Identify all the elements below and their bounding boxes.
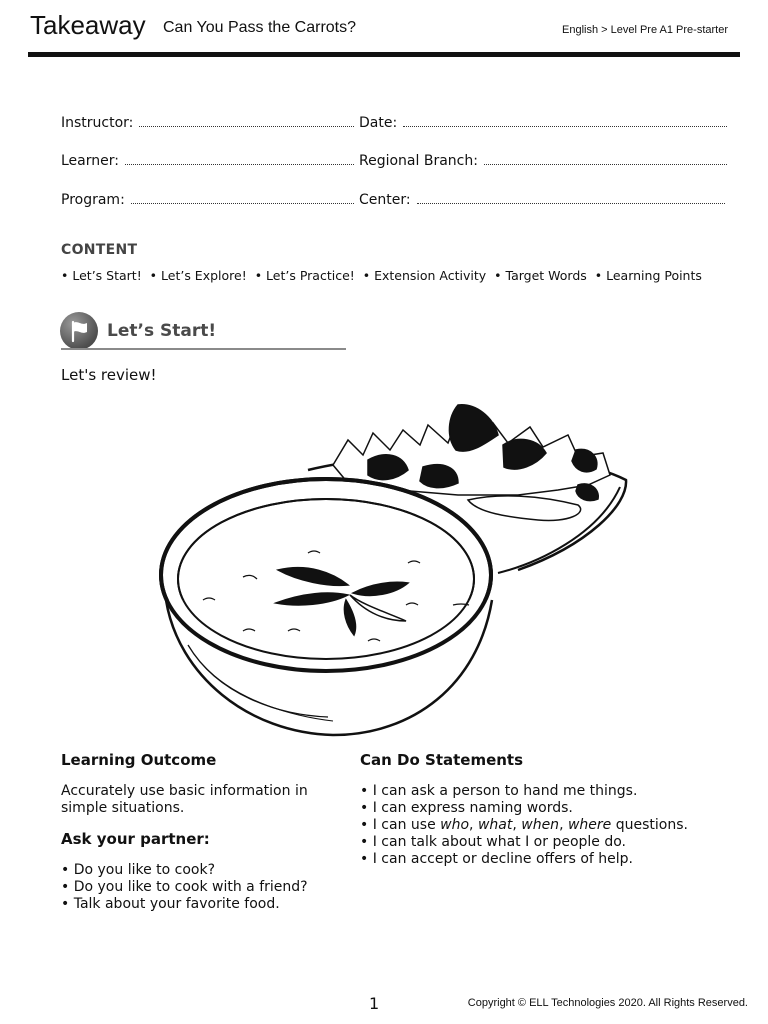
learner-field[interactable] [61, 152, 354, 169]
list-item: • I can express naming words. [360, 800, 688, 817]
section-rule [61, 348, 346, 350]
level-breadcrumb: English > Level Pre A1 Pre-starter [562, 24, 728, 36]
regional-branch-label: Regional Branch: [359, 153, 478, 169]
date-label: Date: [359, 115, 398, 131]
learner-line[interactable] [125, 152, 354, 165]
can-do-list [360, 783, 688, 868]
lesson-title: Can You Pass the Carrots? [163, 19, 357, 36]
instructor-field[interactable] [61, 114, 354, 131]
ask-partner-list [61, 862, 308, 913]
content-item[interactable]: Target Words [505, 268, 587, 283]
date-field[interactable] [359, 114, 727, 131]
copyright-notice: Copyright © ELL Technologies 2020. All Rights Reserved. [467, 997, 748, 1009]
section-title: Let’s Start! [107, 321, 217, 341]
list-item: • I can ask a person to hand me things. [360, 783, 688, 800]
content-heading: CONTENT [61, 242, 138, 258]
content-item[interactable]: Learning Points [606, 268, 702, 283]
learner-label: Learner: [61, 153, 119, 169]
list-item: • Do you like to cook? [61, 862, 308, 879]
learning-outcome-heading: Learning Outcome [61, 751, 217, 769]
instructor-line[interactable] [139, 114, 354, 127]
header-rule [28, 52, 740, 57]
ask-partner-heading: Ask your partner: [61, 830, 210, 848]
content-item[interactable]: Let’s Explore! [161, 268, 247, 283]
program-field[interactable] [61, 191, 354, 208]
program-label: Program: [61, 192, 125, 208]
food-bowls-image [158, 395, 628, 740]
brand-title: Takeaway [30, 10, 146, 40]
program-line[interactable] [131, 191, 354, 204]
instructor-label: Instructor: [61, 115, 134, 131]
date-line[interactable] [403, 114, 727, 127]
list-item: • I can accept or decline offers of help. [360, 851, 688, 868]
list-item: • I can talk about what I or people do. [360, 834, 688, 851]
list-item-question-words: • I can use who, what, when, where questions. [360, 817, 688, 834]
soup-and-salad-illustration [158, 395, 628, 740]
intro-text: Let's review! [61, 366, 157, 384]
center-field[interactable] [359, 191, 725, 208]
list-item: • Talk about your favorite food. [61, 896, 308, 913]
flag-icon [60, 312, 98, 350]
content-item[interactable]: Let’s Practice! [266, 268, 355, 283]
flag-badge-icon [60, 312, 98, 350]
center-line[interactable] [417, 191, 725, 204]
regional-branch-field[interactable] [359, 152, 727, 169]
page-number: 1 [369, 994, 380, 1013]
content-item[interactable]: Extension Activity [374, 268, 487, 283]
regional-branch-line[interactable] [484, 152, 727, 165]
learning-outcome-text: Accurately use basic information in simple situations. [61, 783, 308, 816]
list-item: • Do you like to cook with a friend? [61, 879, 308, 896]
center-label: Center: [359, 192, 411, 208]
can-do-heading: Can Do Statements [360, 751, 524, 769]
content-item[interactable]: Let’s Start! [72, 268, 142, 283]
content-list: • Let’s Start! • Let’s Explore! • Let’s Practice! • Extension Activity • Target Words • Learning Points [61, 268, 702, 283]
